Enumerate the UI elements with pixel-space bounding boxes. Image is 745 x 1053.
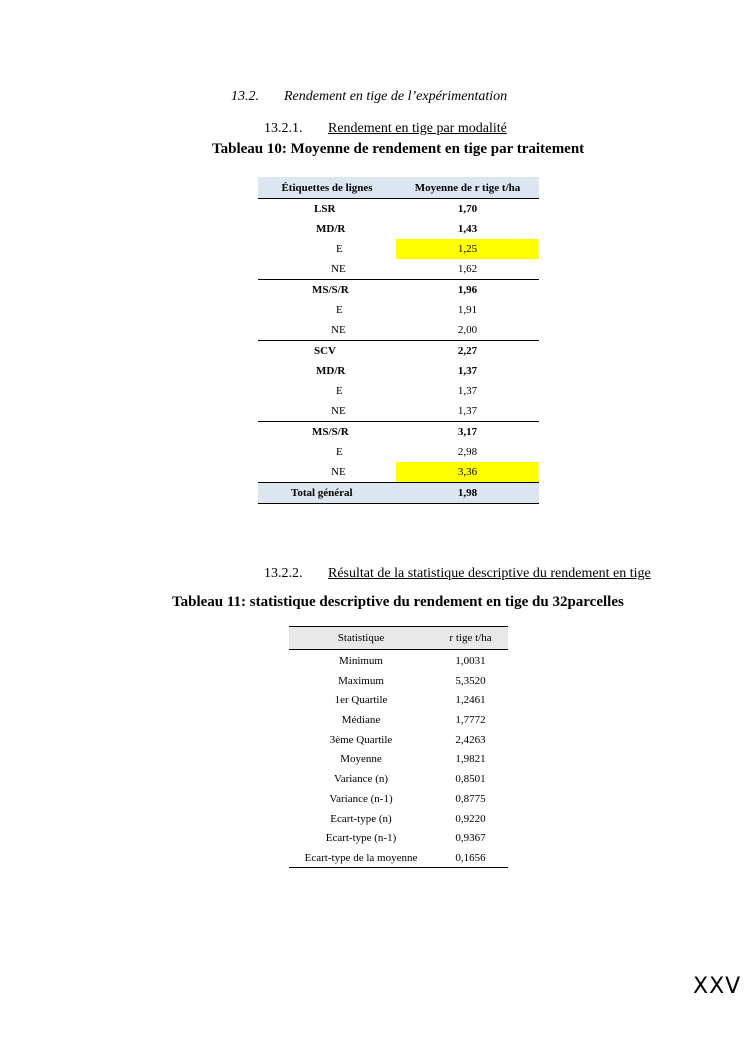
stat-label: Maximum — [338, 674, 384, 687]
table-11-caption: Tableau 11: statistique descriptive du rendement en tige du 32parcelles — [172, 594, 624, 610]
stat-value: 1,0031 — [455, 655, 486, 667]
table-row — [258, 381, 539, 401]
table-row — [289, 650, 508, 670]
row-value: 1,37 — [457, 365, 478, 377]
row-label: SCV — [314, 345, 337, 357]
stat-value: 0,8501 — [455, 773, 486, 786]
stat-value: 0,1656 — [455, 851, 486, 864]
table-row — [289, 827, 508, 847]
table-11-header-stat: Statistique — [337, 632, 385, 644]
table-row — [258, 462, 539, 482]
table-row — [289, 670, 508, 690]
table-row — [258, 361, 539, 381]
table-11-header-value: r tige t/ha — [449, 632, 492, 644]
stat-label: Ecart-type (n) — [330, 812, 392, 825]
row-label: MS/S/R — [312, 426, 349, 438]
section-title: Rendement en tige de l’expérimentation — [284, 89, 508, 104]
stat-value: 0,8775 — [455, 792, 486, 805]
stat-label: Variance (n) — [333, 773, 389, 786]
table-row — [289, 729, 508, 749]
table-10-header-value: Moyenne de r tige t/ha — [414, 182, 521, 194]
subsection-1-number: 13.2.1. — [264, 121, 303, 136]
table-row — [289, 847, 508, 867]
table-row — [258, 340, 539, 361]
row-value: 1,37 — [457, 405, 478, 417]
table-row — [289, 748, 508, 768]
row-value-highlighted: 1,25 — [396, 239, 539, 259]
section-number: 13.2. — [231, 89, 259, 104]
row-value: 2,00 — [457, 324, 478, 336]
subsection-1-title: Rendement en tige par modalité — [328, 121, 507, 136]
stat-label: Moyenne — [340, 753, 382, 766]
stat-label: Variance (n-1) — [329, 792, 393, 805]
row-label: MD/R — [316, 223, 346, 235]
table-row — [258, 239, 539, 259]
table-row — [258, 320, 539, 340]
row-label: E — [336, 243, 343, 255]
table-10-caption: Tableau 10: Moyenne de rendement en tige par traitement — [212, 141, 585, 157]
table-row — [258, 219, 539, 239]
table-row — [258, 300, 539, 320]
row-label: NE — [331, 263, 346, 275]
table-row — [289, 808, 508, 828]
table-10-header-label: Étiquettes de lignes — [281, 182, 373, 194]
stat-value: 0,9367 — [455, 832, 486, 845]
table-row — [258, 279, 539, 300]
table-row — [289, 768, 508, 788]
table-11 — [289, 626, 508, 868]
stat-value: 5,3520 — [455, 674, 486, 687]
stat-label: Ecart-type de la moyenne — [304, 851, 418, 864]
row-value: 1,91 — [457, 304, 478, 316]
subsection-2-number: 13.2.2. — [264, 566, 303, 581]
row-label: E — [336, 446, 343, 458]
stat-label: Médiane — [341, 714, 381, 727]
table-10-total-row — [258, 482, 539, 504]
table-row — [258, 442, 539, 462]
stat-label: 1er Quartile — [334, 694, 388, 707]
row-value: 1,37 — [457, 385, 478, 397]
stat-value: 1,2461 — [455, 694, 486, 707]
row-label: NE — [331, 466, 346, 478]
row-label: MS/S/R — [312, 284, 349, 296]
page-number: XXV — [693, 974, 742, 999]
row-value: 1,43 — [457, 223, 478, 235]
row-label: NE — [331, 405, 346, 417]
row-value: 1,62 — [457, 263, 478, 275]
table-row — [289, 689, 508, 709]
stat-label: Minimum — [338, 655, 383, 667]
table-row — [289, 788, 508, 808]
total-label: Total général — [291, 487, 353, 499]
row-value: 3,17 — [457, 426, 478, 438]
row-value: 1,96 — [457, 284, 478, 296]
row-label: MD/R — [316, 365, 346, 377]
row-label: E — [336, 385, 343, 397]
stat-value: 1,7772 — [455, 714, 486, 727]
table-row — [258, 199, 539, 219]
stat-value: 1,9821 — [455, 753, 486, 766]
table-10 — [258, 177, 539, 504]
table-row — [258, 259, 539, 279]
row-value: 2,98 — [457, 446, 478, 458]
stat-label: Ecart-type (n-1) — [325, 832, 397, 845]
row-label: E — [336, 304, 343, 316]
stat-value: 0,9220 — [455, 812, 486, 825]
total-value: 1,98 — [457, 487, 478, 499]
row-label: LSR — [314, 203, 336, 215]
row-value: 2,27 — [457, 345, 478, 357]
table-row — [289, 709, 508, 729]
stat-value: 2,4263 — [455, 733, 486, 746]
table-10-header — [258, 177, 539, 199]
row-label: NE — [331, 324, 346, 336]
table-row — [258, 421, 539, 442]
table-row — [258, 401, 539, 421]
row-value: 1,70 — [457, 203, 478, 215]
row-value-highlighted: 3,36 — [396, 462, 539, 482]
subsection-2-title: Résultat de la statistique descriptive du rendement en tige — [328, 566, 651, 581]
table-11-header — [289, 626, 508, 650]
stat-label: 3ème Quartile — [329, 733, 393, 746]
